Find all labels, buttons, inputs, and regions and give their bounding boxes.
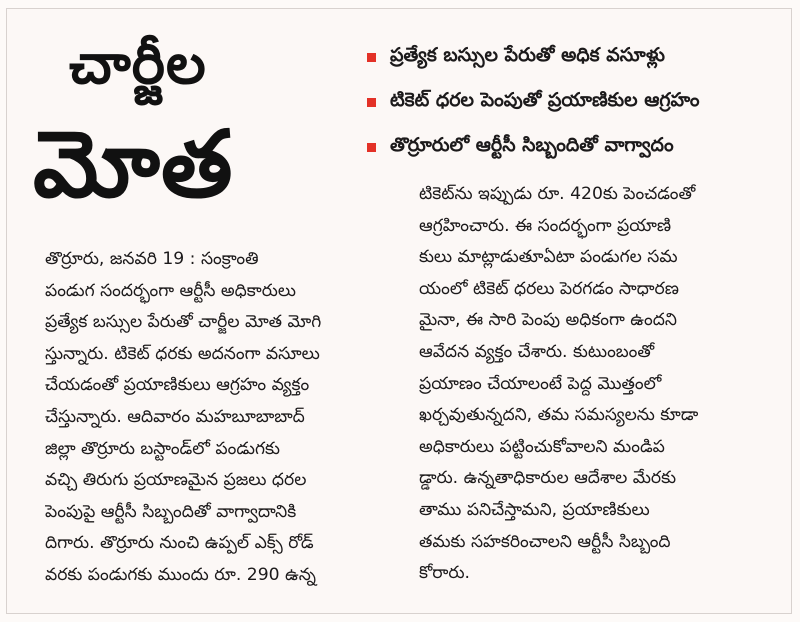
article-line: తాము పనిచేస్తామని, ప్రయాణికులు <box>419 499 650 520</box>
article-line: చేయడంతో ప్రయాణికులు ఆగ్రహం వ్యక్తం <box>45 375 310 396</box>
article-line: ప్రయాణం చేయాలంటే పెద్ద మొత్తంలో <box>419 373 662 394</box>
article-column-left <box>45 244 395 592</box>
subheadline-text: తొర్రూరులో ఆర్టీసీ సిబ్బందితో వాగ్వాదం <box>390 134 674 156</box>
article-line: దిగారు. తొర్రూరు నుంచి ఉప్పల్ ఎక్స్ రోడ్ <box>45 533 314 554</box>
article-line: డ్డారు. ఉన్నతాధికారుల ఆదేశాల మేరకు <box>419 468 677 489</box>
article-line: కులు మాట్లాడుతూఏటా పండుగల సమ <box>419 247 678 268</box>
article-line: ఖర్చవుతున్నదని, తమ సమస్యలను కూడా <box>419 405 699 426</box>
article-line: యంలో టికెట్ ధరలు పెరగడం సాధారణ <box>419 278 679 299</box>
article-line: ఆగ్రహించారు. ఈ సందర్భంగా ప్రయాణి <box>419 215 672 236</box>
article-line: వచ్చి తిరుగు ప్రయాణమైన ప్రజలు ధరల <box>45 470 307 491</box>
headline-line-1: చార్జీల <box>69 32 207 97</box>
article-line: కోరారు. <box>419 563 470 584</box>
red-square-bullet-icon <box>367 53 376 62</box>
article-line: తొర్రూరు, జనవరి 19 : సంక్రాంతి <box>45 249 259 269</box>
article-line: టికెట్‌ను ఇప్పుడు రూ. 420కు పెంచడంతో <box>419 184 696 204</box>
headline-line-2: మోత <box>33 111 234 218</box>
article-line: తమకు సహకరించాలని ఆర్టీసీ సిబ్బంది <box>419 531 671 552</box>
article-line: అధికారులు పట్టించుకోవాలని మండిప <box>419 436 665 457</box>
article-line: పండుగ సందర్భంగా ఆర్టీసీ అధికారులు <box>45 280 296 301</box>
article-line: స్తున్నారు. టికెట్ ధరకు అదనంగా వసూలు <box>45 343 320 364</box>
article-line: వరకు పండుగకు ముందు రూ. 290 ఉన్న <box>45 564 316 585</box>
news-clipping <box>6 8 792 614</box>
red-square-bullet-icon <box>367 98 376 107</box>
red-square-bullet-icon <box>367 143 376 152</box>
article-line: ప్రత్యేక బస్సుల పేరుతో చార్జీల మోత మోగి <box>45 312 322 333</box>
subheadline-list <box>367 35 787 170</box>
subheadline-item <box>367 125 787 170</box>
article-line: ఆవేదన వ్యక్తం చేశారు. కుటుంబంతో <box>419 341 655 362</box>
subheadline-item <box>367 35 787 80</box>
article-column-right <box>419 179 781 590</box>
subheadline-text: టికెట్ ధరల పెంపుతో ప్రయాణికుల ఆగ్రహం <box>390 89 700 111</box>
article-line: పెంపుపై ఆర్టీసీ సిబ్బందితో వాగ్వాదానికి <box>45 501 297 522</box>
article-line: జిల్లా తొర్రూరు బస్టాండ్‌లో పండుగకు <box>45 438 280 459</box>
article-line: మైనా, ఈ సారి పెంపు అధికంగా ఉందని <box>419 310 677 331</box>
subheadline-item <box>367 80 787 125</box>
article-line: చేస్తున్నారు. ఆదివారం మహబూబాబాద్ <box>45 406 305 427</box>
subheadline-text: ప్రత్యేక బస్సుల పేరుతో అధిక వసూళ్లు <box>390 44 665 66</box>
